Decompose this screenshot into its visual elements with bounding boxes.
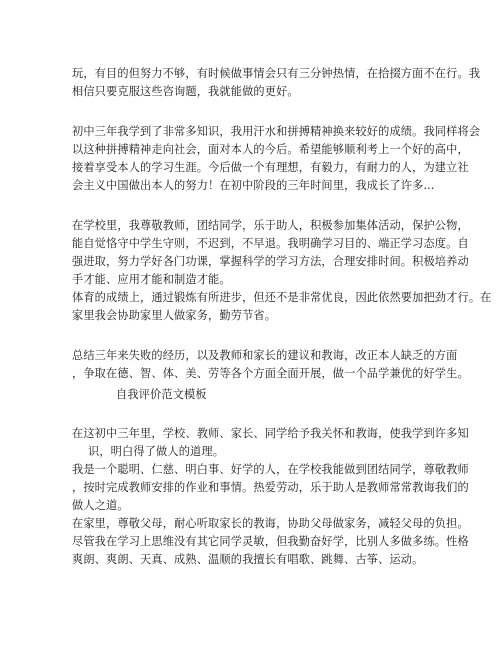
paragraph-line: 识，明白得了做人的道理。 [88,445,225,458]
paragraph-line: 玩，有目的但努力不够，有时候做事情会只有三分钟热情，在拾掇方面不在行。我 [72,67,481,80]
paragraph-line: 爽朗、爽朗、天真、成熟、温顺的我擅长有唱歌、跳舞、古筝、运动。 [72,553,424,566]
paragraph-line: 手才能、应用才能和制造才能。 [72,273,231,286]
paragraph-line: 总结三年来失败的经历，以及教师和家长的建议和教诲，改正本人缺乏的方面 [72,349,458,362]
paragraph-line: 家里我会协助家里人做家务，勤劳节省。 [72,309,277,322]
paragraph-line: 能自觉恪守中学生守则，不迟到，不早退。我明确学习目的、端正学习态度。自 [72,237,469,250]
paragraph-line: 相信只要克服这些咨询题，我就能做的更好。 [72,85,299,98]
paragraph-line: 初中三年我学到了非常多知识，我用汗水和拼搏精神换来较好的成绩。我同样将会 [72,125,481,138]
paragraph-line: 尽管我在学习上思维没有其它同学灵敏，但我勤奋好学，比别人多做多练。性格 [72,535,469,548]
paragraph-line: 我是一个聪明、仁慈、明白事、好学的人，在学校我能做到团结同学，尊敬教师 [72,463,469,476]
section-heading: 自我评价范文模板 [116,388,207,401]
paragraph-line: ，争取在德、智、体、美、劳等各个方面全面开展，做一个品学兼优的好学生。 [72,367,469,380]
paragraph-line: 会主义中国做出本人的努力！在初中阶段的三年时间里，我成长了许多... [72,179,435,192]
paragraph-line: 在这初中三年里，学校、教师、家长、同学给予我关怀和教诲，使我学到许多知 [72,427,469,440]
paragraph-line: ，按时完成教师安排的作业和事情。热爱劳动，乐于助人是教师常常教诲我们的 [72,481,469,494]
paragraph-line: 接着享受本人的学习生涯。今后做一个有理想，有毅力，有耐力的人，为建立社 [72,161,469,174]
paragraph-line: 体育的成绩上，通过锻炼有所进步，但还不是非常优良，因此依然要加把劲才行。在 [72,291,492,304]
paragraph-line: 在家里，尊敬父母，耐心听取家长的教诲，协助父母做家务，减轻父母的负担。 [72,517,469,530]
paragraph-line: 做人之道。 [72,499,129,512]
paragraph-line: 在学校里，我尊敬教师，团结同学，乐于助人，积极参加集体活动，保护公物， [72,219,469,232]
paragraph-line: 强进取，努力学好各门功课，掌握科学的学习方法，合理安排时间。积极培养动 [72,255,469,268]
paragraph-line: 以这种拼搏精神走向社会，面对本人的今后。希望能够顺利考上一个好的高中， [72,143,469,156]
